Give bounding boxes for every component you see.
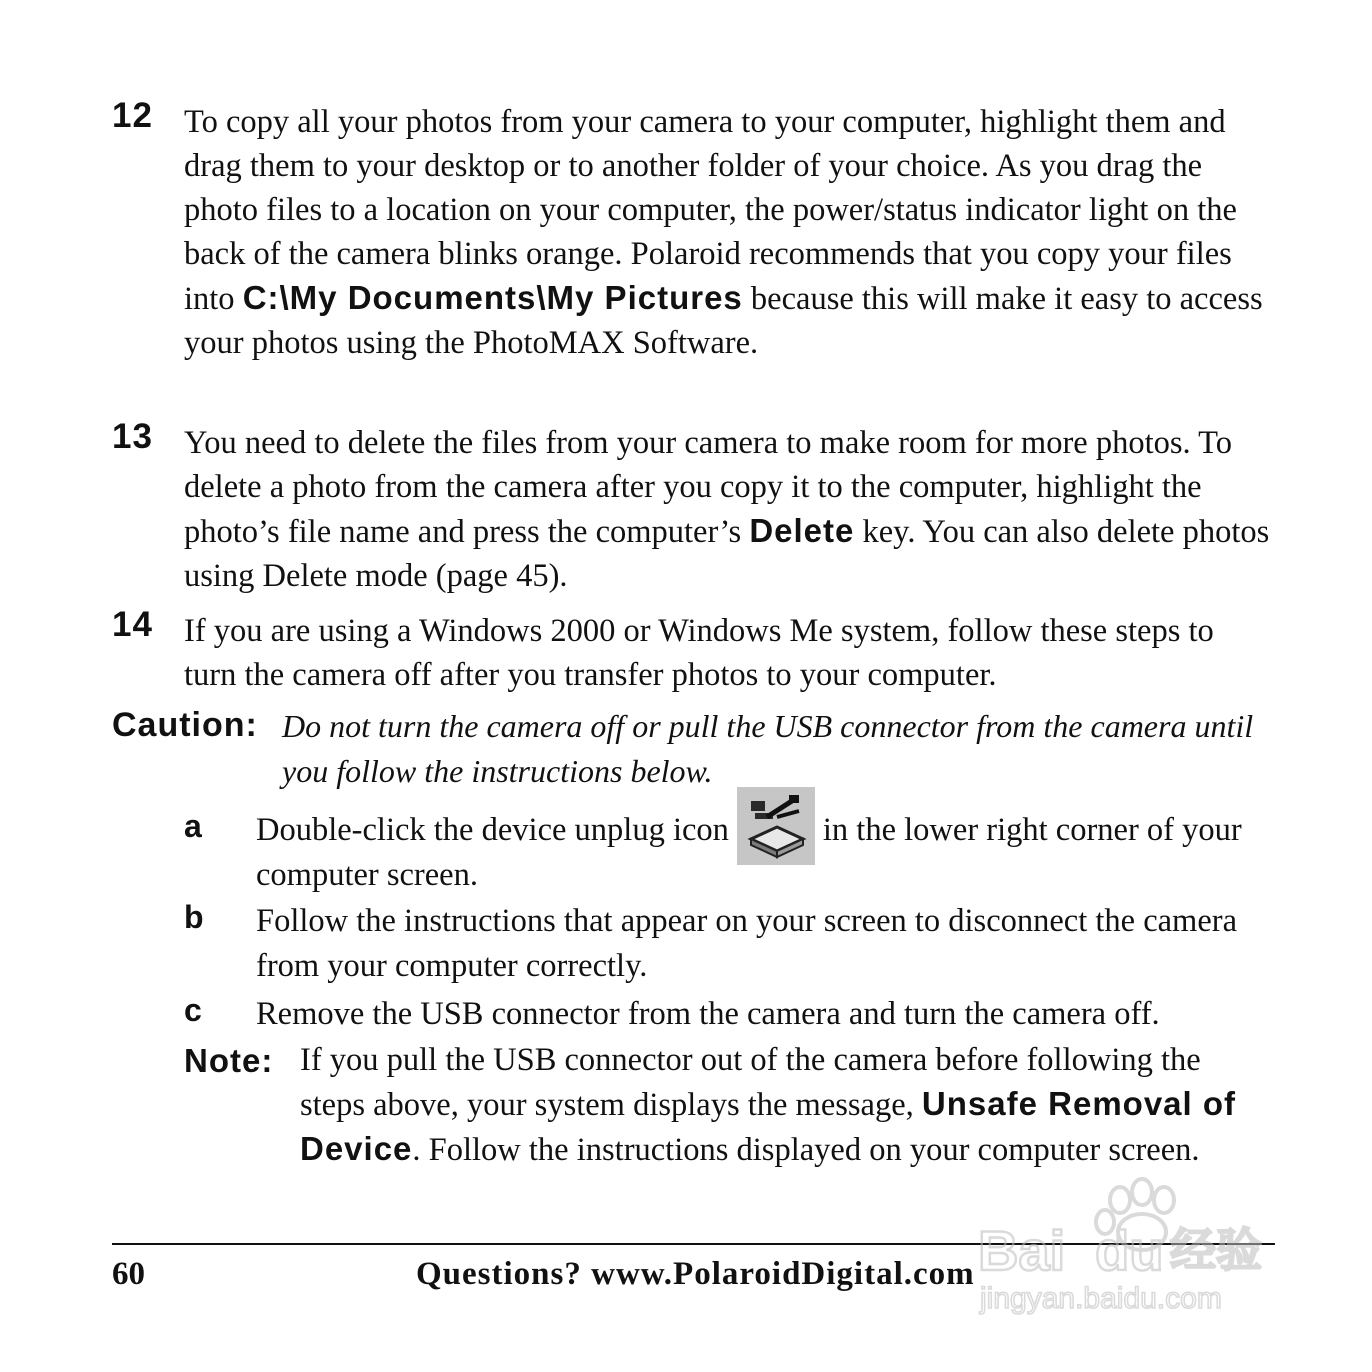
- substep-text: [256, 808, 1266, 898]
- substep-letter: b: [184, 899, 204, 935]
- watermark-url: jingyan.baidu.com: [980, 1282, 1222, 1315]
- step-number: 13: [112, 417, 153, 456]
- substep-letter: c: [184, 992, 202, 1028]
- note-text-part: . Follow the instructions displayed on your computer screen.: [412, 1132, 1200, 1168]
- page-number: 60: [112, 1256, 145, 1292]
- step-text-part: because this will make it easy to access your photos using the PhotoMAX Software.: [184, 281, 1263, 361]
- watermark-brand: Bai: [978, 1219, 1066, 1282]
- step-text-part: key. You can also delete photos using Delete mode (page 45).: [184, 514, 1270, 594]
- baidu-paw-logo: [970, 1170, 1300, 1320]
- step-text: If you are using a Windows 2000 or Windows Me system, follow these steps to turn the camera off after you transfer photos to your computer.: [184, 613, 1214, 693]
- note-text: [300, 1038, 1260, 1172]
- watermark-cn: 经验: [1170, 1223, 1262, 1277]
- substep-text-part: Double-click the device unplug icon: [256, 812, 729, 848]
- note-text-part: If you pull the USB connector out of the camera before following the steps above, your system displays the message,: [300, 1042, 1201, 1123]
- substep-text: Follow the instructions that appear on your screen to disconnect the camera from your computer correctly.: [256, 903, 1238, 984]
- substep-letter: a: [184, 808, 202, 844]
- substep-text: Remove the USB connector from the camera and turn the camera off.: [256, 996, 1160, 1032]
- caution-label: Caution:: [112, 706, 258, 744]
- step-text-part: You need to delete the files from your camera to make room for more photos. To delete a photo from the camera after you copy it to the computer, highlight the photo’s file name and press the computer’s: [184, 425, 1232, 550]
- note-label: Note:: [184, 1042, 274, 1079]
- folder-path: C:\My Documents\My Pictures: [242, 279, 743, 316]
- step-text-part: To copy all your photos from your camera to your computer, highlight them and drag them to your desktop or to another folder of your choice. As you drag the photo files to a location on your computer, the power/status indicator light on the back of the camera blinks orange. Polaroid recommends that you copy your files into: [184, 104, 1237, 317]
- caution-text: Do not turn the camera off or pull the USB connector from the camera until you follow the instructions below.: [282, 708, 1254, 789]
- watermark-brand2: du: [1095, 1219, 1164, 1282]
- delete-key: Delete: [749, 512, 855, 549]
- step-number: 14: [112, 605, 153, 644]
- substep-text-part: in the lower right corner of your computer screen.: [256, 812, 1242, 893]
- step-text: [184, 421, 1274, 598]
- step-number: 12: [112, 96, 153, 135]
- baidu-watermark: [970, 1170, 1300, 1320]
- footer-questions: Questions? www.PolaroidDigital.com: [416, 1256, 975, 1292]
- step-text: [184, 100, 1274, 365]
- error-message: Unsafe Removal of Device: [300, 1085, 1237, 1167]
- device-unplug-icon: [737, 787, 815, 865]
